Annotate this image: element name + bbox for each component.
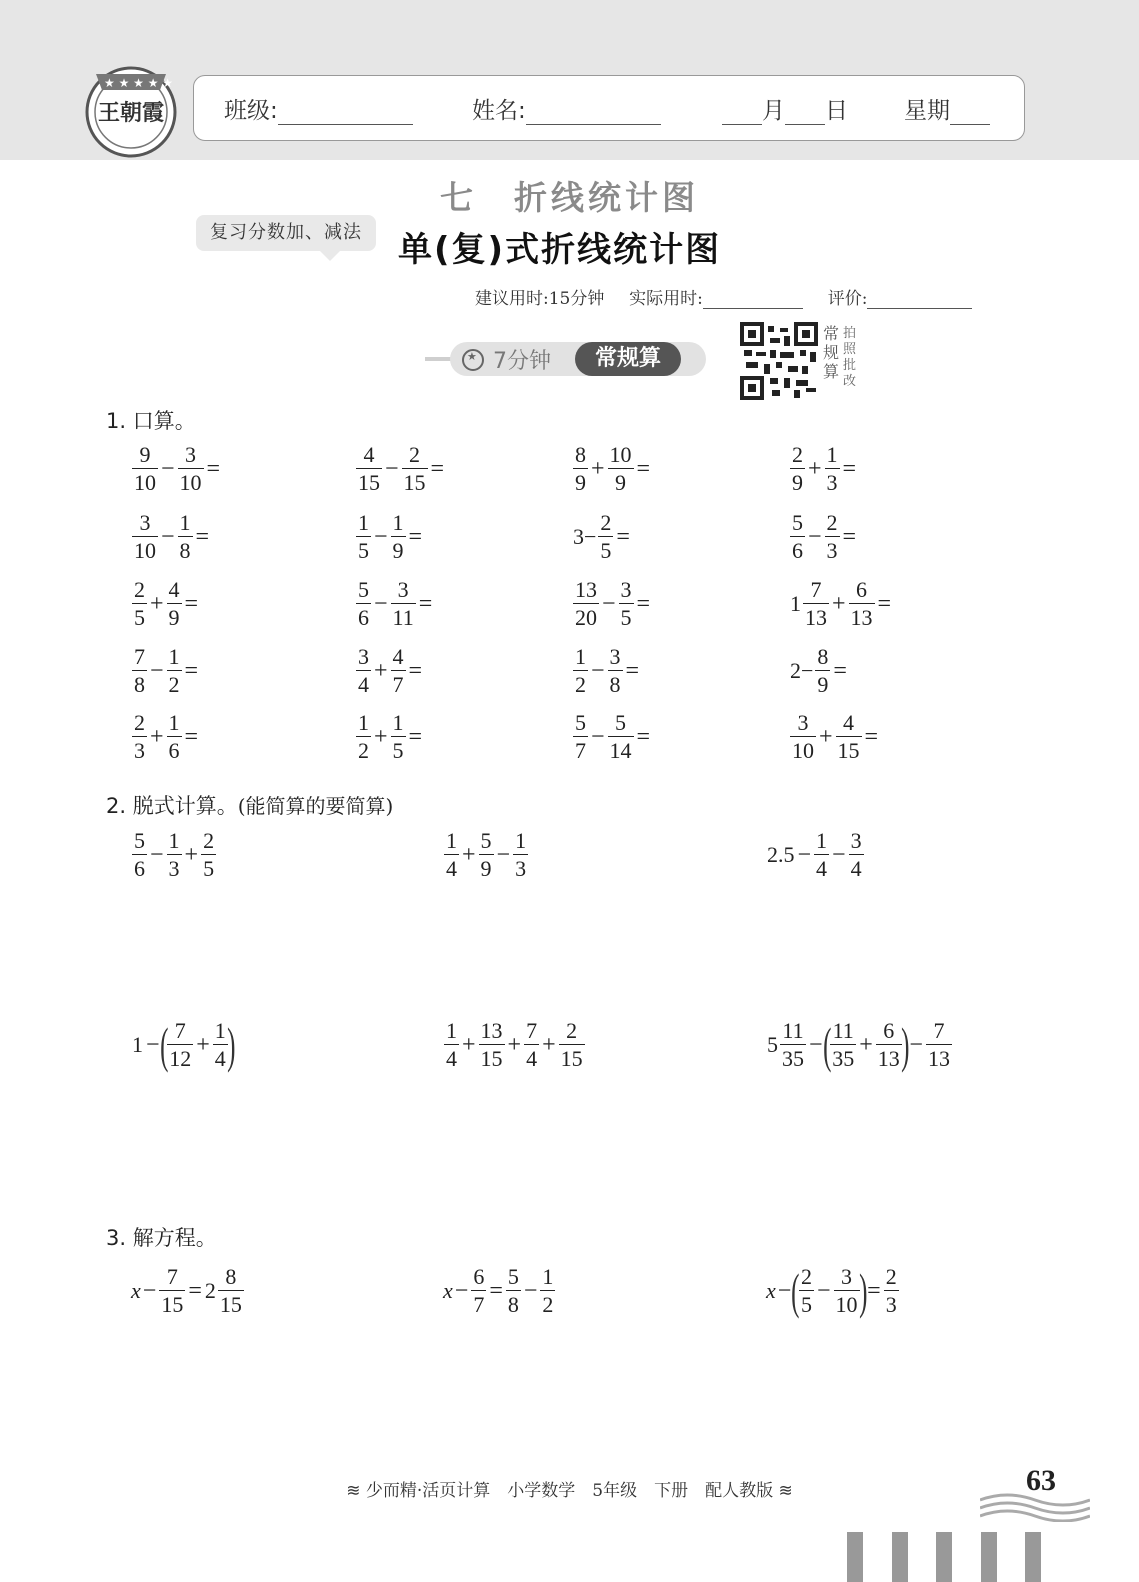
edge-mark	[1025, 1532, 1041, 1582]
svg-text:★ ★ ★ ★ ★: ★ ★ ★ ★ ★	[104, 76, 174, 90]
edge-mark	[981, 1532, 997, 1582]
numerator: 5	[615, 709, 627, 735]
equals-sign: =	[636, 455, 651, 482]
denominator: 6	[792, 537, 803, 563]
denominator: 15	[358, 469, 380, 495]
rating-label: 评价:	[827, 289, 868, 309]
numerator: 4	[168, 576, 180, 602]
edge-mark	[847, 1532, 863, 1582]
step-calc-4: 1 − ( 7 12 + $\frac{1}{4}$ )	[132, 1017, 236, 1073]
equals-sign: =	[195, 523, 210, 550]
numerator: 7	[134, 643, 145, 669]
denominator: 5	[134, 604, 145, 630]
denominator: 8	[179, 537, 191, 563]
equals-sign: =	[408, 657, 423, 684]
whole-minus: 3−	[573, 524, 597, 549]
time-banner	[425, 342, 705, 376]
oral-item	[355, 705, 424, 769]
denominator: 10	[179, 469, 202, 495]
oral-item	[789, 705, 880, 769]
equals-sign: =	[184, 723, 199, 750]
denominator: 5	[392, 737, 404, 763]
numerator: 5	[792, 509, 803, 535]
denominator: 8	[134, 671, 145, 697]
denominator: 5	[600, 537, 612, 563]
section-2-label: 2. 脱式计算。	[106, 794, 238, 818]
rating-field[interactable]	[867, 290, 972, 309]
qr-side-text: 常规算	[823, 324, 840, 381]
actual-time-field[interactable]	[703, 290, 803, 309]
oral-item	[355, 505, 424, 569]
section-3-title: 3. 解方程。	[106, 1226, 217, 1250]
oral-item	[131, 639, 200, 703]
operator: −	[591, 723, 605, 750]
denominator: 2	[575, 671, 586, 697]
oral-item	[572, 572, 652, 636]
denominator: 3	[134, 737, 145, 763]
actual-time-label: 实际用时:	[629, 289, 703, 309]
denominator: 9	[392, 537, 404, 563]
numerator: 1	[392, 509, 404, 535]
step-calc-3: 2.5 − $\frac{1}{4}$ − $\frac{3}{4}$	[767, 827, 862, 881]
name-field[interactable]	[526, 100, 661, 125]
section-2-note: (能简算的要简算)	[237, 794, 394, 818]
numerator: 3	[620, 576, 632, 602]
numerator: 4	[392, 643, 404, 669]
denominator: 2	[168, 671, 180, 697]
numerator: 3	[797, 709, 809, 735]
denominator: 5	[358, 537, 369, 563]
numerator: 1	[168, 643, 180, 669]
timing-row	[475, 284, 972, 309]
denominator: 4	[358, 671, 369, 697]
equals-sign: =	[430, 455, 445, 482]
qr-code-icon[interactable]	[740, 322, 818, 400]
equals-sign: =	[184, 657, 199, 684]
numerator: 2	[134, 576, 145, 602]
edge-mark	[892, 1532, 908, 1582]
numerator: 8	[575, 441, 586, 467]
oral-item	[131, 572, 200, 636]
numerator: 3	[358, 643, 369, 669]
denominator: 13	[805, 604, 827, 630]
section-2-title	[106, 790, 393, 820]
numerator: 2	[134, 709, 145, 735]
oral-item	[355, 572, 434, 636]
day-field[interactable]	[785, 100, 825, 125]
denominator: 13	[850, 604, 873, 630]
denominator: 2	[358, 737, 369, 763]
banner-minutes: 7分钟	[493, 349, 551, 374]
numerator: 7	[810, 576, 822, 602]
numerator: 3	[185, 441, 197, 467]
equation-2: x − $\frac{6}{7}$ = $\frac{5}{8}$ − $\frac{1}{2}$	[443, 1263, 554, 1317]
denominator: 9	[817, 671, 829, 697]
equals-sign: =	[842, 523, 857, 550]
denominator: 7	[575, 737, 586, 763]
oral-item	[355, 437, 446, 501]
banner-tag: 常规算	[575, 342, 681, 376]
numerator: 5	[575, 709, 586, 735]
weekday-label: 星期	[904, 98, 950, 124]
section-1-title: 1. 口算。	[106, 409, 196, 433]
denominator: 6	[358, 604, 369, 630]
operator: −	[602, 590, 616, 617]
equals-sign: =	[864, 723, 879, 750]
equals-sign: =	[625, 657, 640, 684]
denominator: 15	[837, 737, 860, 763]
numerator: 6	[856, 576, 868, 602]
operator: −	[161, 523, 175, 550]
oral-item	[789, 437, 858, 501]
denominator: 15	[403, 469, 426, 495]
numerator: 4	[363, 441, 375, 467]
operator: −	[161, 455, 175, 482]
numerator: 3	[397, 576, 409, 602]
weekday-field[interactable]	[950, 100, 990, 125]
numerator: 1	[392, 709, 404, 735]
qr-side-subtext: 拍照批改	[843, 326, 857, 389]
denominator: 9	[792, 469, 803, 495]
oral-item	[572, 437, 652, 501]
page-number: 63	[1026, 1464, 1056, 1497]
oral-item	[572, 705, 652, 769]
whole-minus: 2−	[790, 658, 814, 683]
class-field[interactable]	[278, 100, 413, 125]
operator: +	[374, 657, 388, 684]
denominator: 7	[392, 671, 404, 697]
numerator: 3	[609, 643, 621, 669]
oral-item	[789, 572, 893, 636]
denominator: 3	[826, 469, 838, 495]
operator: +	[819, 723, 833, 750]
step-calc-1: 5 6 − $\frac{1}{3}$ + $\frac{2}{5}$	[134, 827, 215, 881]
oral-item	[789, 505, 858, 569]
numerator: 3	[139, 509, 151, 535]
name-label: 姓名:	[472, 98, 526, 124]
denominator: 14	[609, 737, 632, 763]
denominator: 20	[575, 604, 597, 630]
operator: +	[150, 723, 164, 750]
equation-1: x − $\frac{7}{15}$ = 2 8 15	[131, 1263, 242, 1317]
denominator: 6	[168, 737, 180, 763]
svg-text:王朝霞: 王朝霞	[97, 100, 165, 126]
review-tag: 复习分数加、减法	[196, 215, 376, 251]
equals-sign: =	[842, 455, 857, 482]
numerator: 4	[843, 709, 855, 735]
numerator: 1	[358, 709, 369, 735]
footer-text: ≋ 少而精·活页计算 小学数学 5年级 下册 配人教版 ≋	[346, 1481, 793, 1501]
oral-item	[572, 505, 632, 569]
equals-sign: =	[408, 523, 423, 550]
step-calc-2: 1 4 + $\frac{5}{9}$ − $\frac{1}{3}$	[446, 827, 527, 881]
student-info-box	[193, 75, 1025, 141]
oral-item	[355, 639, 424, 703]
numerator: 2	[792, 441, 803, 467]
numerator: 1	[179, 509, 191, 535]
oral-item	[131, 437, 222, 501]
equals-sign: =	[616, 523, 630, 550]
numerator: 1	[575, 643, 586, 669]
operator: −	[808, 523, 822, 550]
unit-title: 七 折线统计图	[440, 178, 699, 217]
denominator: 10	[792, 737, 814, 763]
denominator: 9	[608, 468, 634, 497]
numerator: 5	[358, 576, 369, 602]
numerator: 8	[817, 643, 829, 669]
step-calc-6: 5 11 35 − ( 11 35 + $\frac{6}{13}$ ) − $\frac{7}{13}$	[767, 1017, 950, 1073]
denominator: 5	[620, 604, 632, 630]
edge-mark	[936, 1532, 952, 1582]
equals-sign: =	[636, 723, 651, 750]
operator: −	[385, 455, 399, 482]
denominator: 3	[826, 537, 838, 563]
operator: −	[374, 590, 388, 617]
oral-item	[131, 505, 211, 569]
numerator: 13	[575, 576, 597, 602]
equals-sign: =	[408, 723, 423, 750]
equals-sign: =	[833, 657, 847, 684]
numerator: 1	[358, 509, 369, 535]
denominator: 10	[134, 537, 156, 563]
lesson-title: 单(复)式折线统计图	[398, 230, 722, 270]
oral-item	[789, 639, 849, 703]
numerator: 10	[609, 441, 632, 467]
equals-sign: =	[636, 590, 651, 617]
month-field[interactable]	[722, 100, 762, 125]
operator: −	[374, 523, 388, 550]
denominator: 10	[134, 469, 156, 495]
equals-sign: =	[206, 455, 221, 482]
operator: +	[150, 590, 164, 617]
month-label: 月	[762, 98, 785, 124]
operator: −	[591, 657, 605, 684]
denominator: 9	[575, 469, 586, 495]
operator: +	[591, 455, 605, 482]
medal-icon	[462, 349, 484, 371]
denominator: 9	[168, 604, 180, 630]
operator: −	[150, 657, 164, 684]
operator: +	[374, 723, 388, 750]
class-label: 班级:	[224, 98, 278, 124]
numerator: 2	[409, 441, 421, 467]
denominator: 11	[392, 604, 414, 630]
publisher-logo	[82, 60, 180, 158]
equals-sign: =	[877, 590, 892, 617]
day-label: 日	[825, 98, 848, 124]
operator: +	[808, 455, 822, 482]
denominator: 8	[609, 671, 621, 697]
numerator: 1	[168, 709, 180, 735]
oral-item	[572, 639, 641, 703]
oral-item	[131, 705, 200, 769]
numerator: 1	[826, 441, 838, 467]
suggested-time: 建议用时:15分钟	[475, 289, 605, 309]
numerator: 2	[826, 509, 838, 535]
whole-number: 1	[790, 591, 801, 616]
equals-sign: =	[418, 590, 433, 617]
numerator: 2	[600, 509, 612, 535]
equation-3: x − ( 2 5 − $\frac{3}{10}$ ) = $\frac{2}{3}$	[766, 1263, 897, 1319]
operator: +	[832, 590, 846, 617]
numerator: 9	[139, 441, 151, 467]
step-calc-5: 1 4 + $\frac{13}{15}$ + $\frac{7}{4}$ + $\frac{2}{15}$	[446, 1017, 583, 1071]
equals-sign: =	[184, 590, 199, 617]
